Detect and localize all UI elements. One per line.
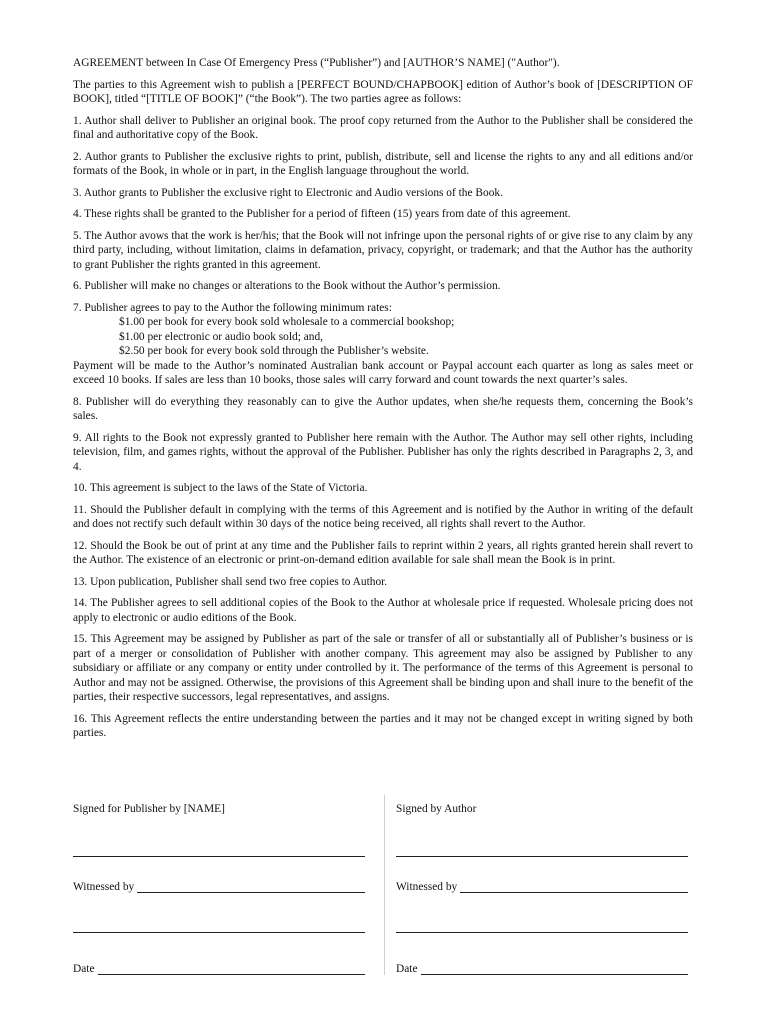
publisher-signature-line[interactable] <box>73 845 365 857</box>
clause-6: 6. Publisher will make no changes or alterations to the Book without the Author’s permission. <box>73 280 501 292</box>
author-witness-label: Witnessed by <box>396 881 458 893</box>
signature-block <box>73 795 693 975</box>
agreement-intro: The parties to this Agreement wish to publish a [PERFECT BOUND/CHAPBOOK] edition of Author’s book of [DESCRIPTION OF BOOK], titled “[TITLE OF BOOK]” (“the Book”). The two parties agree as follows: <box>73 78 693 105</box>
clause-5: 5. The Author avows that the work is her/his; that the Book will not infringe upon the personal rights of or give rise to any claim by any third party, including, without limitation, claims in defamation, privacy, copyright, or trademark; and that the Author has the authority to grant Publisher the rights granted in this agreement. <box>73 229 693 271</box>
rate-electronic: $1.00 per electronic or audio book sold; and, <box>119 330 324 343</box>
author-date-row[interactable] <box>396 963 688 975</box>
clause-10: 10. This agreement is subject to the laws of the State of Victoria. <box>73 482 368 494</box>
clause-7: 7. Publisher agrees to pay to the Author the following minimum rates: <box>73 301 392 314</box>
publisher-date-label: Date <box>73 963 95 975</box>
author-date-label: Date <box>396 963 418 975</box>
publisher-witness-signature-line[interactable] <box>73 921 365 933</box>
clause-13: 13. Upon publication, Publisher shall send two free copies to Author. <box>73 575 388 588</box>
author-witness-signature-line[interactable] <box>396 921 688 933</box>
signature-divider <box>384 795 385 975</box>
rate-website: $2.50 per book for every book sold through the Publisher’s website. <box>119 345 429 357</box>
clause-16: 16. This Agreement reflects the entire understanding between the parties and it may not be changed except in writing signed by both parties. <box>73 712 693 739</box>
payment-terms: Payment will be made to the Author’s nominated Australian bank account or Paypal account each quarter as long as sales meet or exceed 10 books. If sales are less than 10 books, those sales will carry forward and count towards the next quarter’s sales. <box>73 359 693 386</box>
clause-2: 2. Author grants to Publisher the exclusive rights to print, publish, distribute, sell and license the rights to any and all editions and/or formats of the Book, in whole or in part, in the English language throughout the world. <box>73 150 693 177</box>
clause-8: 8. Publisher will do everything they reasonably can to give the Author updates, when she/he requests them, concerning the Book’s sales. <box>73 395 693 422</box>
clause-14: 14. The Publisher agrees to sell additional copies of the Book to the Author at wholesale price if requested. Wholesale pricing does not apply to electronic or audio editions of the Book. <box>73 597 693 624</box>
clause-9: 9. All rights to the Book not expressly granted to Publisher here remain with the Author. The Author may sell other rights, including television, film, and games rights, without the approval of the Publisher. Publisher has only the rights described in Paragraphs 2, 3, and 4. <box>73 431 693 473</box>
publisher-witness-row[interactable] <box>73 881 365 893</box>
author-witness-row[interactable] <box>396 881 688 893</box>
clause-4: 4. These rights shall be granted to the Publisher for a period of fifteen (15) years from date of this agreement. <box>73 208 571 220</box>
publisher-date-row[interactable] <box>73 963 365 975</box>
clause-12: 12. Should the Book be out of print at any time and the Publisher fails to reprint within 2 years, all rights granted herein shall revert to the Author. The existence of an electronic or print-on-demand edition available for sale shall mean the Book is in print. <box>73 539 693 566</box>
author-signature-heading: Signed by Author <box>396 803 477 815</box>
clause-3: 3. Author grants to Publisher the exclusive right to Electronic and Audio versions of the Book. <box>73 186 503 199</box>
clause-11: 11. Should the Publisher default in complying with the terms of this Agreement and is notified by the Author in writing of the default and does not rectify such default within 30 days of the notice being received, all rights shall revert to the Author. <box>73 503 693 530</box>
clause-1: 1. Author shall deliver to Publisher an original book. The proof copy returned from the Author to the Publisher shall be considered the final and authoritative copy of the Book. <box>73 114 693 141</box>
clause-15: 15. This Agreement may be assigned by Publisher as part of the sale or transfer of all or substantially all of Publisher’s business or is part of a merger or consolidation of Publisher with another company. This agreement may also be assigned by Publisher to any subsidiary or affiliate or any company or entity under controlled by it. The performance of the terms of this Agreement is personal to Author and may not be assigned. Otherwise, the provisions of this Agreement shall be binding upon and shall inure to the benefit of the parties, their respective successors, legal representatives, and assigns. <box>73 633 693 703</box>
rates-list <box>119 315 693 359</box>
rate-wholesale: $1.00 per book for every book sold wholesale to a commercial bookshop; <box>119 316 455 328</box>
agreement-document <box>73 56 693 748</box>
author-signature-line[interactable] <box>396 845 688 857</box>
publisher-witness-label: Witnessed by <box>73 881 135 893</box>
agreement-heading: AGREEMENT between In Case Of Emergency Press (“Publisher”) and [AUTHOR’S NAME] ("Author"). <box>73 57 560 69</box>
publisher-signature-heading: Signed for Publisher by [NAME] <box>73 803 225 815</box>
